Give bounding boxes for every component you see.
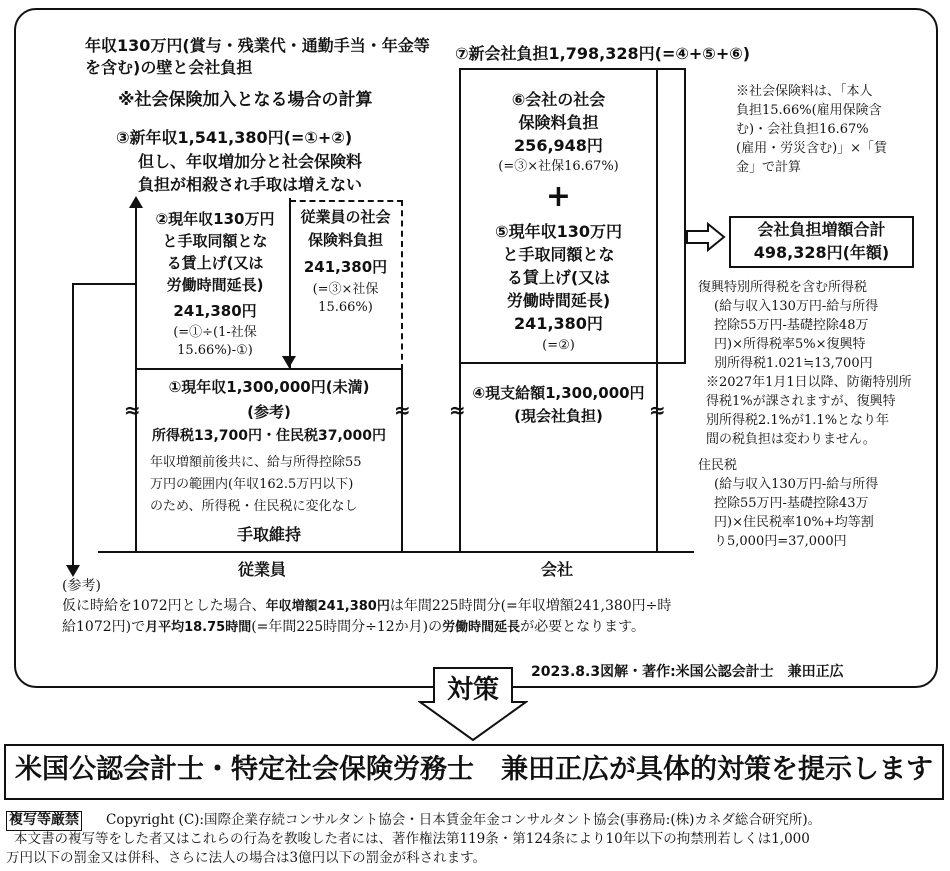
current-d2: 万円の範囲内(年収162.5万円以下) xyxy=(150,477,354,492)
company-raise-l2: と手取同額とな xyxy=(502,245,615,264)
copyright-badge: 複写等厳禁 xyxy=(6,811,82,831)
header-line1: 年収130万円(賞与・残業代・通勤手当・年金等 xyxy=(85,36,430,55)
banner-text: 米国公認会計士・特定社会保険労務士 兼田正広が具体的対策を提示します xyxy=(15,754,933,785)
ref-text: は年間225時間分(=年収増額241,380円÷時 xyxy=(389,598,672,614)
emp-ins-amount: 241,380円 xyxy=(303,258,388,276)
bracket-vertical xyxy=(684,68,686,364)
ins-note-line: (雇用・労災含む)」×「賃 xyxy=(736,141,888,156)
ref-down-arrow-icon xyxy=(66,565,80,577)
res-title: 住民税 xyxy=(698,458,738,473)
credit-line: 2023.8.3図解・著作:米国公認会計士 兼田正広 xyxy=(531,664,844,680)
down-arrow-icon xyxy=(282,356,296,368)
arrow-label: 対策 xyxy=(446,675,499,705)
ref-emph: 年収増額241,380円 xyxy=(265,599,390,614)
break-wave-icon: ≈ xyxy=(394,398,411,422)
total-box-l1: 会社負担増額合計 xyxy=(757,220,886,239)
break-wave-icon: ≈ xyxy=(449,398,466,422)
tax-note-line: 間の税負担は変わりません。 xyxy=(706,432,876,447)
axis-company-label: 会社 xyxy=(541,560,574,579)
tax-note-line: ※2027年1月1日以降、防衛特別所 xyxy=(706,375,912,390)
plus-icon: + xyxy=(545,179,572,214)
raise-formula1: (=①÷(1-社保 xyxy=(173,325,257,340)
ins-note-line: む)・会社負担16.67% xyxy=(736,122,869,137)
break-wave-icon: ≈ xyxy=(124,398,141,422)
tax-line: 別所得税1.021≒13,700円 xyxy=(714,356,873,371)
company-pay-l1: ④現支給額1,300,000円 xyxy=(472,384,645,402)
ref-emph: 月平均18.75時間 xyxy=(145,620,252,635)
emp-ins-l1: 従業員の社会 xyxy=(300,208,391,226)
current-l4: 手取維持 xyxy=(236,525,301,544)
raise-amount: 241,380円 xyxy=(173,302,257,320)
company-raise-formula: (=②) xyxy=(542,338,575,353)
tax-line: 控除55万円-基礎控除48万 xyxy=(714,318,869,333)
footer-line2: 本文書の複写等をした者又はこれらの行為を教唆した者には、著作権法第119条・第124条により10年以下の拘禁刑若しくは1,000 xyxy=(14,831,810,847)
company-raise-l1: ⑤現年収130万円 xyxy=(495,222,622,241)
bracket-bottom xyxy=(658,362,686,364)
ref-text: が必要となります。 xyxy=(520,619,646,635)
raise-l1: ②現年収130万円 xyxy=(155,210,275,228)
tax-note-line: 得税1%が課されますが、復興特 xyxy=(706,394,896,409)
ref-text: 仮に時給を1072円とした場合、 xyxy=(62,598,266,614)
current-d1: 年収増額前後共に、給与所得控除55 xyxy=(150,455,362,470)
company-divider xyxy=(459,362,658,364)
company-pay-l2: (現会社負担) xyxy=(514,407,603,425)
current-l1: ①現年収1,300,000円(未満) xyxy=(168,378,370,396)
reference-title: (参考) xyxy=(62,578,101,594)
new-income-note2: 負担が相殺され手取は増えない xyxy=(138,175,363,194)
footer-line3: 万円以下の罰金又は併科、さらに法人の場合は3億円以下の罰金が科されます。 xyxy=(6,850,487,866)
current-l3: 所得税13,700円・住民税37,000円 xyxy=(151,428,387,444)
res-line: 控除55万円-基礎控除43万 xyxy=(714,496,869,511)
current-l2: (参考) xyxy=(247,403,291,421)
break-wave-icon: ≈ xyxy=(649,398,666,422)
current-d3: のため、所得税・住民税に変化なし xyxy=(150,499,358,514)
tax-line: (給与収入130万円-給与所得 xyxy=(714,299,879,314)
bracket-top xyxy=(658,68,686,70)
ins-note-line: ※社会保険料は、「本人 xyxy=(736,84,873,99)
baseline xyxy=(98,551,694,553)
company-ins-l2: 保険料負担 xyxy=(518,113,599,132)
company-raise-l4: 労働時間延長) xyxy=(506,291,611,310)
header-line2: を含む)の壁と会社負担 xyxy=(85,58,253,77)
company-ins-l1: ⑥会社の社会 xyxy=(511,90,606,109)
company-raise-amount: 241,380円 xyxy=(514,314,603,333)
company-raise-l3: る賃上げ(又は xyxy=(506,268,611,287)
tax-title: 復興特別所得税を含む所得税 xyxy=(698,280,868,295)
emp-ins-l2: 保険料負担 xyxy=(307,231,383,249)
ref-arrow-h xyxy=(72,283,137,285)
up-arrow-icon xyxy=(129,196,143,208)
total-box-l2: 498,328円(年額) xyxy=(753,243,890,262)
axis-employee-label: 従業員 xyxy=(238,560,287,579)
res-line: (給与収入130万円-給与所得 xyxy=(714,477,879,492)
header-line3: ※社会保険加入となる場合の計算 xyxy=(118,90,373,110)
company-ins-amount: 256,948円 xyxy=(514,136,603,155)
res-line: 円)×住民税率10%+均等割 xyxy=(714,515,874,530)
ref-text: 給1072円)で xyxy=(62,619,146,635)
raise-box-left-line xyxy=(135,205,137,370)
ins-note-line: 金」で計算 xyxy=(736,160,802,175)
raise-l4: 労働時間延長) xyxy=(166,276,264,294)
tax-line: 円)×所得税率5%×復興特 xyxy=(714,337,866,352)
ins-note-line: 負担15.66%(雇用保険含 xyxy=(736,103,882,118)
company-ins-formula: (=③×社保16.67%) xyxy=(498,159,619,174)
right-arrow-icon xyxy=(686,222,726,252)
reference-line1 xyxy=(62,598,671,616)
ref-text: (=年間225時間分÷12か月)の xyxy=(251,619,443,635)
emp-ins-formula2: 15.66%) xyxy=(318,300,373,315)
new-income-title: ③新年収1,541,380円(=①+②) xyxy=(116,128,353,147)
raise-l3: る賃上げ(又は xyxy=(166,254,264,272)
company-total-title: ⑦新会社負担1,798,328円(=④+⑤+⑥) xyxy=(455,44,751,63)
reference-line2 xyxy=(62,619,645,637)
ref-emph: 労働時間延長 xyxy=(442,620,521,635)
emp-ins-formula1: (=③×社保 xyxy=(312,282,379,297)
raise-l2: と手取同額とな xyxy=(162,232,268,250)
tax-note-line: 別所得税2.1%が1.1%となり年 xyxy=(706,413,890,428)
res-line: り5,000円=37,000円 xyxy=(714,534,847,549)
ref-arrow-v xyxy=(72,283,74,568)
raise-formula2: 15.66%)-①) xyxy=(177,343,253,358)
new-income-note1: 但し、年収増加分と社会保険料 xyxy=(138,152,363,171)
footer-line1: Copyright (C):国際企業存続コンサルタント協会・日本賃金年金コンサルタント協会(事務局:(株)カネダ総合研究所)。 xyxy=(106,812,822,828)
